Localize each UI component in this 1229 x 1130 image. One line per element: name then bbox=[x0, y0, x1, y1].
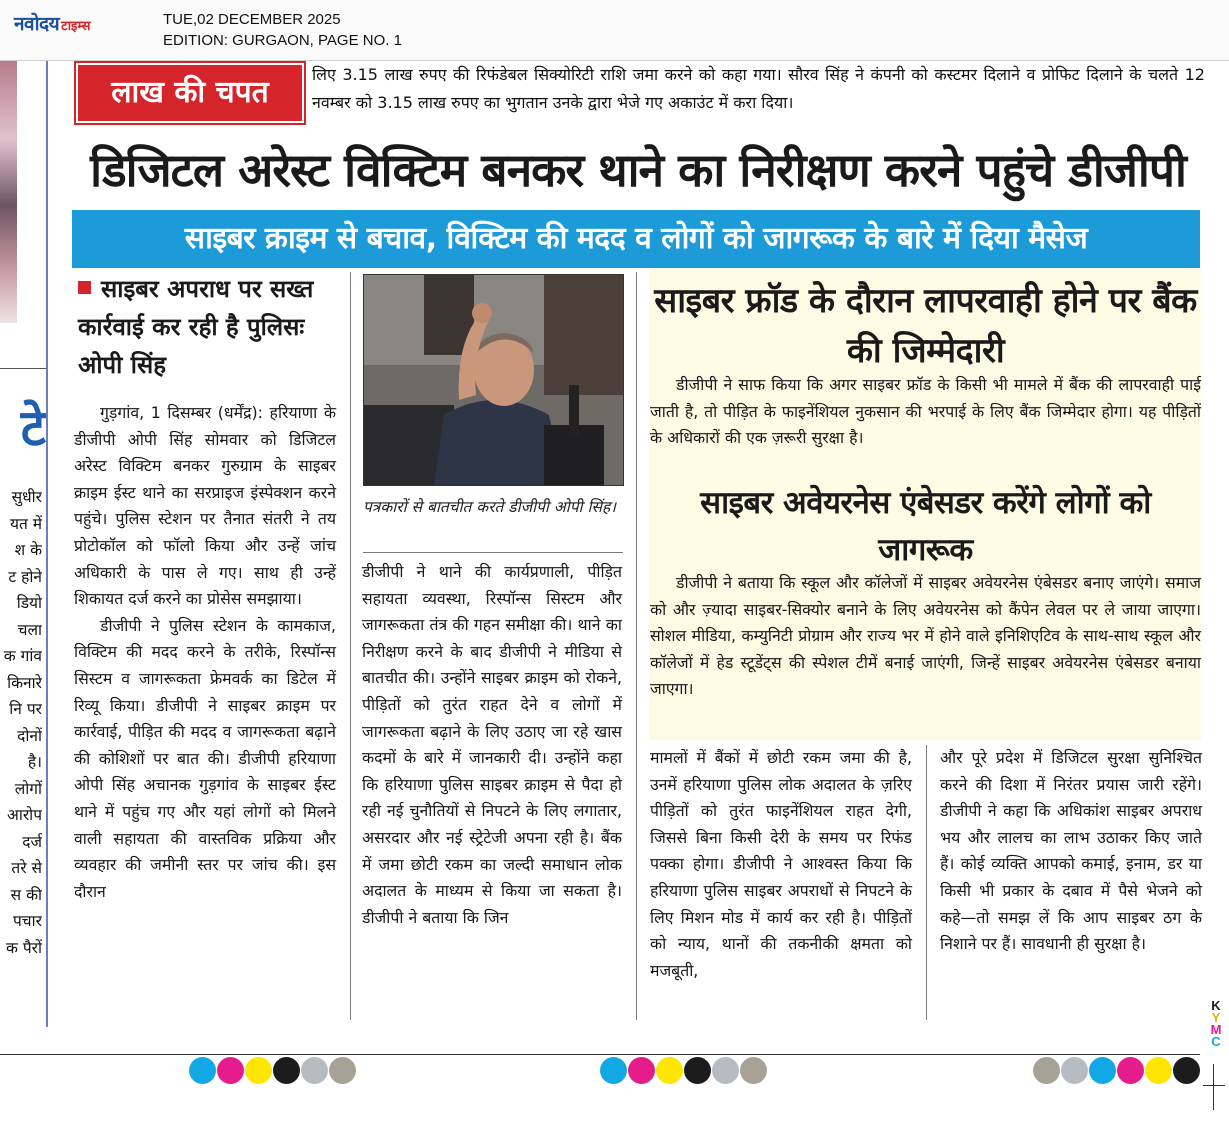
cropped-text-line: दोनों bbox=[17, 726, 42, 745]
registration-dot bbox=[189, 1057, 216, 1084]
edition-info bbox=[163, 9, 402, 51]
cropped-text-line: श के bbox=[14, 541, 42, 559]
article-paragraph: डीजीपी ने थाने की कार्यप्रणाली, पीड़ित सहायता व्यवस्था, रिस्पॉन्स सिस्टम और जागरूकता तंत्र की गहन समीक्षा की। थाने का निरीक्षण करने के बाद डीजीपी ने मीडिया से बातचीत की। उन्होंने साइबर क्राइम को रोकने, पीड़ितों को तुरंत राहत देने व लोगों में जागरूकता बढ़ाने के लिए उठाए जा रहे खास कदमों के बारे में जानकारी दी। उन्होंने कहा कि हरियाणा पुलिस साइबर क्राइम से पैदा हो रही नई चुनौतियों से निपटने के लिए लगातार, असरदार और नई स्ट्रेटेजी अपना रही है। बैंक में जमा छोटी रकम का जल्दी समाधान लोक अदालत के माध्यम से किया जा सकता है। डीजीपी ने बताया कि जिन bbox=[362, 562, 622, 927]
cropped-text-line: सुधीर bbox=[11, 488, 42, 506]
cropped-text-line: चला bbox=[17, 620, 42, 639]
top-story-text: लिए 3.15 लाख रुपए की रिफंडेबल सिक्योरिटी राशि जमा करने को कहा गया। सौरव सिंह ने कंपनी को कस्टमर दिलाने व प्रोफिट दिलाने के चलते 12 नवम्बर को 3.15 लाख रुपए का भुगतान उनके द्वारा भेजे गए अकाउंट में करा दिया। bbox=[312, 65, 1205, 112]
article-paragraph: मामलों में बैंकों में छोटी रकम जमा की है, उनमें हरियाणा पुलिस लोक अदालत के ज़रिए पीड़ितों को तुरंत फाइनेंशियल राहत देगी, जिससे बिना किसी देरी के समय पर रिफंड पक्का होगा। डीजीपी ने आश्वस्त किया कि हरियाणा पुलिस साइबर अपराधों से निपटने के लिए मिशन मोड में कार्य कर रही है। पीड़ितों को न्याय, थानों की तकनीकी क्षमता को मजबूती, bbox=[650, 748, 912, 980]
registration-dot bbox=[1145, 1057, 1172, 1084]
registration-dot bbox=[273, 1057, 300, 1084]
registration-dot bbox=[1117, 1057, 1144, 1084]
cropped-text-line: स की bbox=[10, 885, 42, 904]
article-paragraph: डीजीपी ने पुलिस स्टेशन के कामकाज, विक्टिम की मदद करने के तरीके, रिस्पॉन्स सिस्टम व जागरूकता फ्रेमवर्क का डिटेल में रिव्यू किया। डीजीपी ने साइबर क्राइम पर कार्रवाई, पीड़ित की मदद व जागरूकता बढ़ाने की कोशिशों पर बात की। डीजीपी हरियाणा ओपी सिंह अचानक गुड़गांव के साइबर ईस्ट थाने में पहुंच गए और यहां लोगों को मिलने वाली सहायता की वास्तविक प्रक्रिया और व्यवहार की जमीनी स्तर पर जांच की। इस दौरान bbox=[74, 615, 336, 901]
registration-dot bbox=[301, 1057, 328, 1084]
box-heading-ambassador: साइबर अवेयरनेस एंबेसडर करेंगे लोगों को जागरूक bbox=[700, 485, 1151, 568]
date-line: TUE,02 DECEMBER 2025 bbox=[163, 11, 341, 28]
registration-dot bbox=[329, 1057, 356, 1084]
cropped-text-line: दर्ज bbox=[22, 832, 42, 851]
bullet-square-icon bbox=[78, 281, 91, 294]
story-label: लाख की चपत bbox=[76, 63, 304, 123]
column-divider bbox=[636, 272, 637, 1020]
cropped-text-lines bbox=[0, 484, 42, 961]
logo-main-text: नवोदय bbox=[14, 13, 60, 35]
cropped-text-line: नि पर bbox=[9, 700, 42, 718]
box-paragraph: डीजीपी ने साफ किया कि अगर साइबर फ्रॉड के किसी भी मामले में बैंक की लापरवाही पाई जाती है, तो पीड़ित के फाइनेंशियल नुकसान की भरपाई के लिए बैंक जिम्मेदार होगा। यह पीड़ितों के अधिकारों की एक ज़रूरी सुरक्षा है। bbox=[650, 375, 1201, 448]
registration-dot bbox=[217, 1057, 244, 1084]
registration-dot bbox=[628, 1057, 655, 1084]
dgp-photo[interactable] bbox=[363, 274, 624, 486]
sub-headline: साइबर क्राइम से बचाव, विक्टिम की मदद व लोगों को जागरूक के बारे में दिया मैसेज bbox=[72, 210, 1200, 268]
sidebar-heading bbox=[78, 270, 338, 384]
color-registration-dots bbox=[1033, 1057, 1200, 1084]
cropped-text-line: डियो bbox=[16, 594, 42, 612]
article-column-3 bbox=[650, 745, 912, 984]
page-bottom-rule bbox=[0, 1054, 1200, 1055]
registration-dot bbox=[1061, 1057, 1088, 1084]
article-column-4 bbox=[940, 745, 1202, 958]
cropped-heading: टे bbox=[20, 399, 46, 457]
cropped-text-line: ट होने bbox=[8, 567, 42, 586]
cropped-text-line: पचार bbox=[12, 912, 42, 930]
cmyk-letter: K bbox=[1211, 998, 1221, 1013]
newspaper-logo[interactable] bbox=[14, 10, 90, 36]
article-paragraph: और पूरे प्रदेश में डिजिटल सुरक्षा सुनिश्चित करने की दिशा में निरंतर प्रयास जारी रहेंगे। डीजीपी ने कहा कि अधिकांश साइबर अपराध भय और लालच का लाभ उठाकर किए जाते हैं। कोई व्यक्ति आपको कमाई, इनाम, डर या किसी भी प्रकार के दबाव में पैसे भेजने को कहे—तो समझ लें कि आप साइबर ठग के निशाने पर हैं। सावधानी ही सुरक्षा है। bbox=[940, 748, 1202, 954]
divider bbox=[0, 368, 46, 369]
cmyk-letter: C bbox=[1211, 1034, 1221, 1049]
registration-dot bbox=[684, 1057, 711, 1084]
column-divider bbox=[350, 272, 351, 1020]
box-heading-bank: साइबर फ्रॉड के दौरान लापरवाही होने पर बैंक की जिम्मेदारी bbox=[654, 281, 1197, 371]
color-registration-dots bbox=[189, 1057, 356, 1084]
box-text-ambassador bbox=[650, 570, 1201, 703]
cropped-text-line: लोगों bbox=[14, 779, 42, 798]
photo-caption: पत्रकारों से बातचीत करते डीजीपी ओपी सिंह। bbox=[363, 498, 617, 516]
crop-mark bbox=[1203, 1085, 1225, 1086]
box-text-bank bbox=[650, 372, 1201, 452]
article-column-1 bbox=[74, 400, 336, 905]
registration-dot bbox=[740, 1057, 767, 1084]
registration-dot bbox=[1173, 1057, 1200, 1084]
dgp-photo-illustration bbox=[364, 275, 623, 485]
caption-divider bbox=[363, 552, 623, 553]
column-divider bbox=[926, 745, 927, 1020]
cropped-text-line: है। bbox=[27, 753, 42, 771]
box-paragraph: डीजीपी ने बताया कि स्कूल और कॉलेजों में साइबर अवेयरनेस एंबेसडर बनाए जाएंगे। समाज को और ज़्यादा साइबर-सिक्योर बनाने के लिए अवेयरनेस को कैंपेन लेवल पर ले जाया जाएगा। सोशल मीडिया, कम्युनिटी प्रोग्राम और राज्य भर में होने वाले इनिशिएटिव के साथ-साथ स्कूल और कॉलेजों में हेड स्टूडेंट्स की स्पेशल टीमें बनाई जाएंगी, जिन्हें साइबर अवेयरनेस एंबेसडर बनाया जाएगा। bbox=[650, 573, 1201, 699]
registration-dot bbox=[1033, 1057, 1060, 1084]
cropped-text-line: क गांव bbox=[3, 647, 42, 665]
logo-sub-text: टाइम्स bbox=[61, 19, 91, 34]
cmyk-letter: M bbox=[1210, 1022, 1222, 1037]
main-headline: डिजिटल अरेस्ट विक्टिम बनकर थाने का निरीक्षण करने पहुंचे डीजीपी bbox=[90, 143, 1186, 197]
registration-dot bbox=[712, 1057, 739, 1084]
cropped-text-line: किनारे bbox=[7, 673, 42, 692]
registration-dot bbox=[656, 1057, 683, 1084]
sidebar-heading-text: साइबर अपराध पर सख्त कार्रवाई कर रही है पुलिसः ओपी सिंह bbox=[78, 275, 314, 379]
cropped-text-line: तरे से bbox=[11, 859, 42, 877]
registration-dot bbox=[600, 1057, 627, 1084]
cropped-text-line: आरोप bbox=[7, 806, 42, 824]
registration-dot bbox=[1089, 1057, 1116, 1084]
article-paragraph: गुड़गांव, 1 दिसम्बर (धर्मेंद्र): हरियाणा के डीजीपी ओपी सिंह सोमवार को डिजिटल अरेस्ट विक्टिम बनकर गुरुग्राम के साइबर क्राइम ईस्ट थाने का सरप्राइज इंस्पेक्शन करने पहुंचे। पुलिस स्टेशन पर तैनात संतरी ने तय प्रोटोकॉल को फॉलो किया और उन्हें जांच अधिकारी के पास ले गए। साथ ही उन्हें शिकायत दर्ज करने का प्रोसेस समझाया। bbox=[74, 403, 336, 609]
cropped-text-line: यत में bbox=[9, 514, 42, 533]
cmyk-label bbox=[1205, 1000, 1227, 1048]
crop-mark bbox=[1213, 1064, 1214, 1110]
cropped-text-line: क पैरों bbox=[6, 938, 42, 957]
edition-line: EDITION: GURGAON, PAGE NO. 1 bbox=[163, 32, 402, 49]
registration-dot bbox=[245, 1057, 272, 1084]
cmyk-letter: Y bbox=[1211, 1010, 1221, 1025]
cropped-photo bbox=[0, 61, 17, 323]
color-registration-dots bbox=[600, 1057, 767, 1084]
article-column-2 bbox=[362, 559, 622, 931]
